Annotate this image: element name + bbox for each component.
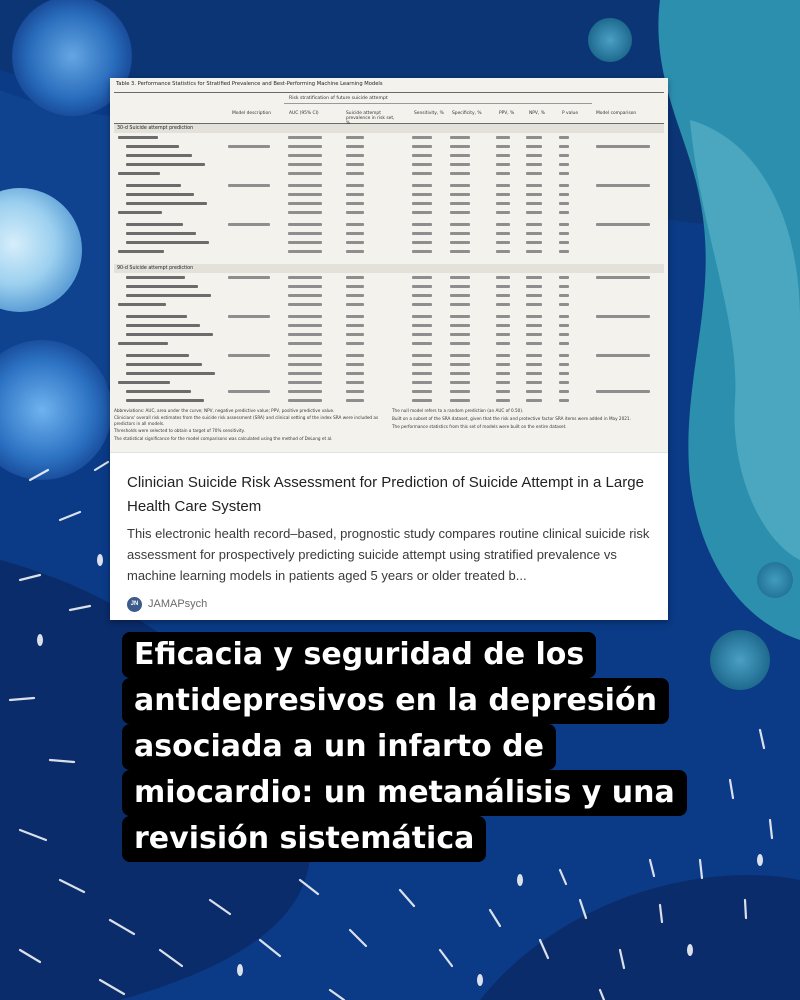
table-cell-placeholder [346, 163, 364, 166]
table-cell-placeholder [596, 184, 650, 187]
table-cell-placeholder [450, 211, 470, 214]
table-cell-placeholder [346, 381, 364, 384]
headline-line: revisión sistemática [122, 816, 486, 862]
table-cell-placeholder [412, 136, 432, 139]
table-row-label-placeholder [118, 172, 160, 175]
table-cell-placeholder [559, 303, 569, 306]
table-row-label-placeholder [126, 154, 192, 157]
table-cell-placeholder [526, 184, 542, 187]
table-cell-placeholder [450, 145, 470, 148]
table-cell-placeholder [559, 154, 569, 157]
table-cell-placeholder [346, 294, 364, 297]
table-cell-placeholder [496, 285, 510, 288]
table-cell-placeholder [596, 390, 650, 393]
table-footnote: The statistical significance for the model comparisons was calculated using the method of DeLong et al. [114, 436, 333, 441]
table-cell-placeholder [412, 333, 432, 336]
table-cell-placeholder [559, 285, 569, 288]
table-cell-placeholder [559, 315, 569, 318]
table-cell-placeholder [526, 163, 542, 166]
table-row-label-placeholder [126, 276, 185, 279]
table-cell-placeholder [496, 276, 510, 279]
table-cell-placeholder [450, 163, 470, 166]
table-cell-placeholder [450, 315, 470, 318]
table-cell-placeholder [228, 184, 270, 187]
table-row-label-placeholder [126, 372, 215, 375]
table-row-label-placeholder [118, 303, 166, 306]
table-cell-placeholder [450, 381, 470, 384]
table-cell-placeholder [496, 303, 510, 306]
table-cell-placeholder [526, 390, 542, 393]
table-cell-placeholder [412, 324, 432, 327]
table-cell-placeholder [450, 136, 470, 139]
table-cell-placeholder [526, 285, 542, 288]
table-cell-placeholder [228, 390, 270, 393]
table-cell-placeholder [526, 223, 542, 226]
table-cell-placeholder [346, 399, 364, 402]
source-name: JAMAPsych [148, 598, 208, 610]
table-cell-placeholder [559, 324, 569, 327]
table-cell-placeholder [412, 342, 432, 345]
table-cell-placeholder [288, 241, 322, 244]
table-cell-placeholder [526, 381, 542, 384]
table-cell-placeholder [346, 211, 364, 214]
table-row-label-placeholder [126, 241, 209, 244]
table-cell-placeholder [412, 372, 432, 375]
article-card[interactable] [110, 78, 668, 620]
table-cell-placeholder [288, 211, 322, 214]
table-screenshot [110, 78, 668, 452]
table-row-label-placeholder [118, 211, 162, 214]
table-row-label-placeholder [126, 315, 187, 318]
table-footnote: Thresholds were selected to obtain a target of 70% sensitivity. [114, 428, 245, 433]
table-row-label-placeholder [126, 399, 204, 402]
table-row-label-placeholder [118, 250, 164, 253]
table-cell-placeholder [346, 250, 364, 253]
col-header: PPV, % [499, 111, 515, 116]
table-cell-placeholder [559, 390, 569, 393]
table-cell-placeholder [526, 202, 542, 205]
table-cell-placeholder [346, 172, 364, 175]
table-cell-placeholder [559, 241, 569, 244]
table-section-30d: 30-d Suicide attempt prediction [114, 124, 664, 133]
article-source[interactable] [127, 595, 207, 613]
table-cell-placeholder [526, 363, 542, 366]
table-cell-placeholder [496, 172, 510, 175]
table-cell-placeholder [559, 354, 569, 357]
table-cell-placeholder [526, 211, 542, 214]
table-cell-placeholder [496, 324, 510, 327]
table-cell-placeholder [526, 354, 542, 357]
table-cell-placeholder [288, 333, 322, 336]
table-cell-placeholder [412, 250, 432, 253]
table-cell-placeholder [412, 172, 432, 175]
table-footnote: Abbreviations: AUC, area under the curve; NPV, negative predictive value; PPV, positive predictive value. [114, 408, 335, 413]
table-row-label-placeholder [118, 342, 168, 345]
table-cell-placeholder [228, 276, 270, 279]
table-cell-placeholder [450, 333, 470, 336]
table-cell-placeholder [496, 381, 510, 384]
table-cell-placeholder [496, 241, 510, 244]
table-cell-placeholder [526, 193, 542, 196]
table-row-label-placeholder [126, 202, 207, 205]
table-row-label-placeholder [126, 285, 198, 288]
table-cell-placeholder [496, 154, 510, 157]
table-cell-placeholder [346, 363, 364, 366]
table-cell-placeholder [288, 315, 322, 318]
table-cell-placeholder [346, 315, 364, 318]
table-caption: Table 3. Performance Statistics for Stratified Prevalence and Best-Performing Machine Learning Models [116, 81, 383, 87]
table-cell-placeholder [346, 342, 364, 345]
table-cell-placeholder [288, 276, 322, 279]
table-group-header: Risk stratification of future suicide attempt [289, 96, 388, 101]
table-footnote: Clinicians' overall risk estimates from the suicide risk assessment (SRA) and clinical setting of the index SRA were included as predictors in all models. [114, 415, 379, 426]
table-cell-placeholder [346, 354, 364, 357]
table-header [114, 92, 664, 124]
table-cell-placeholder [496, 354, 510, 357]
col-header: AUC (95% CI) [289, 111, 319, 116]
table-cell-placeholder [346, 241, 364, 244]
article-caption[interactable] [110, 452, 668, 620]
table-cell-placeholder [288, 354, 322, 357]
table-cell-placeholder [526, 333, 542, 336]
table-cell-placeholder [526, 136, 542, 139]
table-cell-placeholder [346, 145, 364, 148]
table-cell-placeholder [559, 172, 569, 175]
table-cell-placeholder [526, 342, 542, 345]
table-cell-placeholder [559, 193, 569, 196]
table-cell-placeholder [288, 250, 322, 253]
table-cell-placeholder [526, 250, 542, 253]
table-cell-placeholder [526, 241, 542, 244]
table-cell-placeholder [450, 202, 470, 205]
table-cell-placeholder [412, 363, 432, 366]
table-footnote: The performance statistics from this set of models were built on the entire dataset. [392, 424, 567, 429]
table-cell-placeholder [526, 303, 542, 306]
table-cell-placeholder [496, 399, 510, 402]
table-cell-placeholder [450, 354, 470, 357]
table-cell-placeholder [412, 354, 432, 357]
table-cell-placeholder [346, 154, 364, 157]
table-cell-placeholder [496, 193, 510, 196]
table-row-label-placeholder [126, 193, 194, 196]
table-cell-placeholder [346, 193, 364, 196]
table-cell-placeholder [596, 354, 650, 357]
table-cell-placeholder [450, 276, 470, 279]
table-cell-placeholder [346, 324, 364, 327]
table-cell-placeholder [412, 154, 432, 157]
table-cell-placeholder [288, 363, 322, 366]
table-cell-placeholder [496, 211, 510, 214]
table-cell-placeholder [450, 241, 470, 244]
table-cell-placeholder [346, 333, 364, 336]
table-cell-placeholder [559, 211, 569, 214]
table-cell-placeholder [496, 333, 510, 336]
table-cell-placeholder [559, 163, 569, 166]
table-cell-placeholder [412, 303, 432, 306]
table-cell-placeholder [596, 315, 650, 318]
table-cell-placeholder [412, 145, 432, 148]
table-cell-placeholder [450, 232, 470, 235]
table-cell-placeholder [288, 294, 322, 297]
table-cell-placeholder [496, 342, 510, 345]
col-header: Sensitivity, % [414, 111, 444, 116]
table-cell-placeholder [450, 324, 470, 327]
table-cell-placeholder [526, 399, 542, 402]
table-row-label-placeholder [126, 232, 196, 235]
table-row-label-placeholder [126, 354, 189, 357]
table-cell-placeholder [412, 241, 432, 244]
table-cell-placeholder [412, 163, 432, 166]
table-cell-placeholder [288, 372, 322, 375]
headline [122, 632, 742, 862]
table-cell-placeholder [559, 294, 569, 297]
table-cell-placeholder [496, 250, 510, 253]
table-cell-placeholder [288, 223, 322, 226]
table-cell-placeholder [288, 342, 322, 345]
table-cell-placeholder [288, 163, 322, 166]
table-cell-placeholder [288, 390, 322, 393]
table-cell-placeholder [288, 232, 322, 235]
table-cell-placeholder [559, 399, 569, 402]
col-header: Model comparison [596, 111, 637, 116]
table-cell-placeholder [559, 372, 569, 375]
table-cell-placeholder [450, 184, 470, 187]
table-cell-placeholder [346, 276, 364, 279]
table-cell-placeholder [450, 363, 470, 366]
headline-line: antidepresivos en la depresión [122, 678, 669, 724]
table-cell-placeholder [288, 381, 322, 384]
table-cell-placeholder [450, 303, 470, 306]
table-cell-placeholder [596, 223, 650, 226]
table-cell-placeholder [288, 172, 322, 175]
table-row-label-placeholder [126, 145, 179, 148]
headline-line: asociada a un infarto de [122, 724, 556, 770]
table-cell-placeholder [288, 285, 322, 288]
table-cell-placeholder [496, 223, 510, 226]
col-header: Specificity, % [452, 111, 482, 116]
table-cell-placeholder [346, 303, 364, 306]
table-cell-placeholder [496, 363, 510, 366]
table-cell-placeholder [412, 294, 432, 297]
table-footnote: The null model refers to a random prediction (an AUC of 0.50). [392, 408, 524, 413]
table-cell-placeholder [412, 276, 432, 279]
table-cell-placeholder [596, 276, 650, 279]
table-cell-placeholder [450, 172, 470, 175]
table-cell-placeholder [346, 184, 364, 187]
table-cell-placeholder [450, 223, 470, 226]
table-section-90d: 90-d Suicide attempt prediction [114, 264, 664, 273]
table-cell-placeholder [559, 202, 569, 205]
table-cell-placeholder [288, 184, 322, 187]
table-cell-placeholder [559, 276, 569, 279]
table-row-label-placeholder [126, 390, 191, 393]
table-cell-placeholder [559, 136, 569, 139]
table-cell-placeholder [346, 232, 364, 235]
table-row-label-placeholder [126, 163, 205, 166]
table-cell-placeholder [496, 390, 510, 393]
table-cell-placeholder [412, 315, 432, 318]
table-cell-placeholder [450, 285, 470, 288]
table-cell-placeholder [526, 372, 542, 375]
table-cell-placeholder [526, 154, 542, 157]
table-cell-placeholder [496, 202, 510, 205]
table-cell-placeholder [228, 354, 270, 357]
table-cell-placeholder [288, 324, 322, 327]
table-cell-placeholder [496, 136, 510, 139]
table-cell-placeholder [526, 324, 542, 327]
table-cell-placeholder [526, 315, 542, 318]
col-header: P value [562, 111, 579, 116]
table-cell-placeholder [559, 381, 569, 384]
table-cell-placeholder [228, 145, 270, 148]
table-cell-placeholder [412, 390, 432, 393]
table-cell-placeholder [450, 372, 470, 375]
col-header: Suicide attempt prevalence in risk set, [346, 111, 395, 121]
table-row-label-placeholder [118, 381, 170, 384]
table-cell-placeholder [412, 211, 432, 214]
table-cell-placeholder [450, 294, 470, 297]
table-cell-placeholder [288, 399, 322, 402]
table-cell-placeholder [559, 184, 569, 187]
table-cell-placeholder [496, 232, 510, 235]
table-cell-placeholder [526, 145, 542, 148]
col-header: NPV, % [529, 111, 545, 116]
table-cell-placeholder [228, 315, 270, 318]
article-description: This electronic health record–based, prognostic study compares routine clinical suicide risk assessment for prospectively predicting suicide attempt using stratified prevalence vs machine learning models in patients aged 5 years or older treated b... [127, 526, 650, 583]
headline-line: Eficacia y seguridad de los [122, 632, 596, 678]
table-cell-placeholder [450, 390, 470, 393]
table-row-label-placeholder [118, 136, 158, 139]
table-cell-placeholder [346, 285, 364, 288]
table-cell-placeholder [450, 250, 470, 253]
table-cell-placeholder [412, 285, 432, 288]
table-cell-placeholder [288, 136, 322, 139]
table-cell-placeholder [526, 172, 542, 175]
jama-network-logo-icon: JN [127, 597, 142, 612]
table-cell-placeholder [559, 333, 569, 336]
table-cell-placeholder [496, 315, 510, 318]
table-cell-placeholder [559, 363, 569, 366]
table-cell-placeholder [559, 223, 569, 226]
table-cell-placeholder [412, 202, 432, 205]
table-cell-placeholder [346, 136, 364, 139]
table-cell-placeholder [496, 163, 510, 166]
table-row-label-placeholder [126, 333, 213, 336]
table-cell-placeholder [450, 154, 470, 157]
table-cell-placeholder [412, 193, 432, 196]
table-cell-placeholder [596, 145, 650, 148]
table-row-label-placeholder [126, 363, 202, 366]
table-row-label-placeholder [126, 324, 200, 327]
table-cell-placeholder [496, 372, 510, 375]
table-cell-placeholder [496, 184, 510, 187]
table-cell-placeholder [412, 184, 432, 187]
table-cell-placeholder [412, 223, 432, 226]
table-cell-placeholder [288, 303, 322, 306]
table-cell-placeholder [526, 232, 542, 235]
table-cell-placeholder [559, 145, 569, 148]
headline-line: miocardio: un metanálisis y una [122, 770, 687, 816]
table-cell-placeholder [346, 202, 364, 205]
table-cell-placeholder [288, 202, 322, 205]
table-cell-placeholder [412, 399, 432, 402]
table-footnote: Built on a subset of the SRA dataset, given that the risk and protective factor SRA items were added in May 2021. [392, 416, 631, 421]
table-cell-placeholder [288, 154, 322, 157]
table-cell-placeholder [496, 294, 510, 297]
table-cell-placeholder [450, 399, 470, 402]
table-cell-placeholder [346, 390, 364, 393]
col-header: Model description [232, 111, 271, 116]
table-cell-placeholder [559, 232, 569, 235]
table-cell-placeholder [559, 250, 569, 253]
table-cell-placeholder [412, 232, 432, 235]
table-cell-placeholder [412, 381, 432, 384]
table-cell-placeholder [346, 372, 364, 375]
table-cell-placeholder [450, 342, 470, 345]
table-cell-placeholder [526, 294, 542, 297]
table-cell-placeholder [496, 145, 510, 148]
table-row-label-placeholder [126, 184, 181, 187]
table-cell-placeholder [559, 342, 569, 345]
article-title[interactable]: Clinician Suicide Risk Assessment for Prediction of Suicide Attempt in a Large Health Care System [127, 474, 644, 515]
table-cell-placeholder [288, 193, 322, 196]
table-row-label-placeholder [126, 294, 211, 297]
table-cell-placeholder [346, 223, 364, 226]
table-cell-placeholder [228, 223, 270, 226]
table-cell-placeholder [450, 193, 470, 196]
table-cell-placeholder [526, 276, 542, 279]
table-cell-placeholder [288, 145, 322, 148]
table-row-label-placeholder [126, 223, 183, 226]
